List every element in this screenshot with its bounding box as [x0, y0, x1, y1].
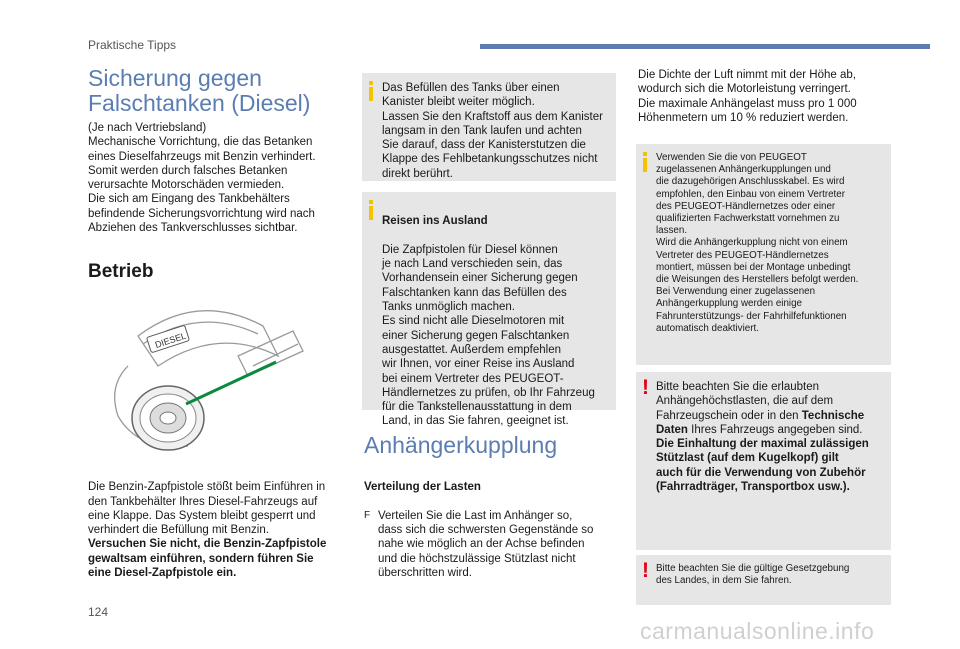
- info-box-kupplung-text: Verwenden Sie die von PEUGEOT zugelassenen Anhängerkupplungen und die dazugehörigen Anschlusskabel. Es wird empfohlen, den Einbau von einem Vertreter des PEUGEOT-Händlernetzes oder einer qualifizierten Fachwerkstatt vornehmen zu lassen. Wird die Anhängerkupplung nicht von einem Vertreter des PEUGEOT-Händlernetzes montiert, müssen bei der Montage unbedingt die Weisungen des Herstellers befolgt werden. Bei Verwendung einer zugelassenen Anhängerkupplung werden einige Fahrunterstützungs- der Fahrhilfefunktionen automatisch deaktiviert.: [656, 152, 859, 334]
- diesel-label-tag: [147, 325, 190, 353]
- warning-icon: !: [642, 376, 649, 399]
- info-box-kanister: [362, 73, 616, 181]
- lastverteilung-section: [364, 466, 616, 595]
- warning-bold-part: Technische Daten: [656, 409, 865, 436]
- info-box-ausland-text: Die Zapfpistolen für Diesel können je nach Land verschieden sein, das Vorhandensein einer Sicherung gegen Falschtanken kann das Befüllen des Tanks unmöglich machen. Es sind nicht alle Dieselmotoren mit einer Sicherung gegen Falschtanken ausgestattet. Außerdem empfehlen wir Ihnen, vor einer Reise ins Ausland bei einem Vertreter des PEUGEOT- Händlernetzes zu prüfen, ob Ihr Fahrzeug für die Tankstellenausstattung in dem Land, in das Sie fahren, geeignet ist.: [382, 243, 595, 428]
- warning-bold-part: Die Einhaltung der maximal zulässigen Stützlast (auf dem Kugelkopf) gilt auch für die Verwendung von Zubehör (Fahrradträger, Transportbox usw.).: [656, 438, 869, 494]
- warning-text-part: Ihres Fahrzeugs angegeben sind.: [691, 423, 863, 436]
- warning-box-lasten-text: [656, 380, 883, 494]
- lastverteilung-heading: Verteilung der Lasten: [364, 481, 481, 494]
- page-title: Sicherung gegen Falschtanken (Diesel): [88, 65, 311, 116]
- fuel-filler-drawing: [88, 296, 348, 456]
- warning-text-part: Bitte beachten Sie die erlaubten Anhängehöchstlasten, die auf dem Fahrzeugschein oder in den: [656, 381, 834, 422]
- diesel-label: DIESEL: [153, 330, 188, 350]
- info-box-ausland: [362, 192, 616, 428]
- warning-box-gesetz-text: Bitte beachten Sie die gültige Gesetzgebung des Landes, in dem Sie fahren.: [656, 563, 850, 587]
- watermark: carmanualsonline.info: [640, 618, 875, 644]
- info-box-kanister-text: Das Befüllen des Tanks über einen Kanister bleibt weiter möglich. Lassen Sie den Kraftstoff aus dem Kanister langsam in den Tank laufen und achten Sie darauf, dass der Kanisterstutzen die Klappe des Fehlbetankungsschutzes nicht direkt berührt.: [382, 82, 603, 180]
- warning-box-gesetz: [636, 555, 891, 605]
- header-bar: [480, 44, 930, 49]
- info-box-kupplung: [636, 144, 891, 365]
- bullet-icon: F: [364, 509, 371, 521]
- list-item: [364, 509, 616, 580]
- section-heading-anhaengerkupplung: Anhängerkupplung: [364, 432, 558, 458]
- callout-line: [186, 362, 276, 404]
- altitude-paragraph: Die Dichte der Luft nimmt mit der Höhe ab, wodurch sich die Motorleistung verringert. Die maximale Anhängelast muss pro 1 000 Höhenmetern um 10 % reduziert werden.: [638, 69, 857, 124]
- info-icon: [369, 200, 372, 222]
- betrieb-text: Die Benzin-Zapfpistole stößt beim Einführen in den Tankbehälter Ihres Diesel-Fahrzeugs auf eine Klappe. Das System bleibt gesperrt und verhindert die Befüllung mit Benzin.: [88, 481, 326, 537]
- info-box-ausland-title: Reisen ins Ausland: [382, 215, 488, 228]
- intro-paragraph: (Je nach Vertriebsland) Mechanische Vorrichtung, die das Betanken eines Dieselfahrzeugs mit Benzin verhindert. Somit werden durch falsches Betanken verursachte Motorschäden vermieden. Die sich am Eingang des Tankbehälters befindende Sicherungsvorrichtung wird nach Abziehen des Tankverschlusses sichtbar.: [88, 122, 316, 235]
- warning-box-lasten: [636, 372, 891, 550]
- section-heading-betrieb: Betrieb: [88, 261, 154, 282]
- warning-icon: !: [642, 559, 649, 582]
- betrieb-paragraph: [88, 466, 350, 595]
- filler-neck-icon: [132, 386, 204, 450]
- betrieb-warning-text: Versuchen Sie nicht, die Benzin-Zapfpistole gewaltsam einführen, sondern führen Sie eine Diesel-Zapfpistole ein.: [88, 538, 327, 580]
- page-number: 124: [88, 605, 109, 619]
- fuel-flap-illustration: [88, 296, 348, 456]
- list-item-text: Verteilen Sie die Last im Anhänger so, dass sich die schwersten Gegenstände so nahe wie möglich an der Achse befinden und die höchstzulässige Stützlast nicht überschritten wird.: [378, 509, 594, 580]
- info-icon: [643, 152, 646, 174]
- info-icon: [369, 81, 372, 103]
- section-label: Praktische Tipps: [88, 38, 177, 52]
